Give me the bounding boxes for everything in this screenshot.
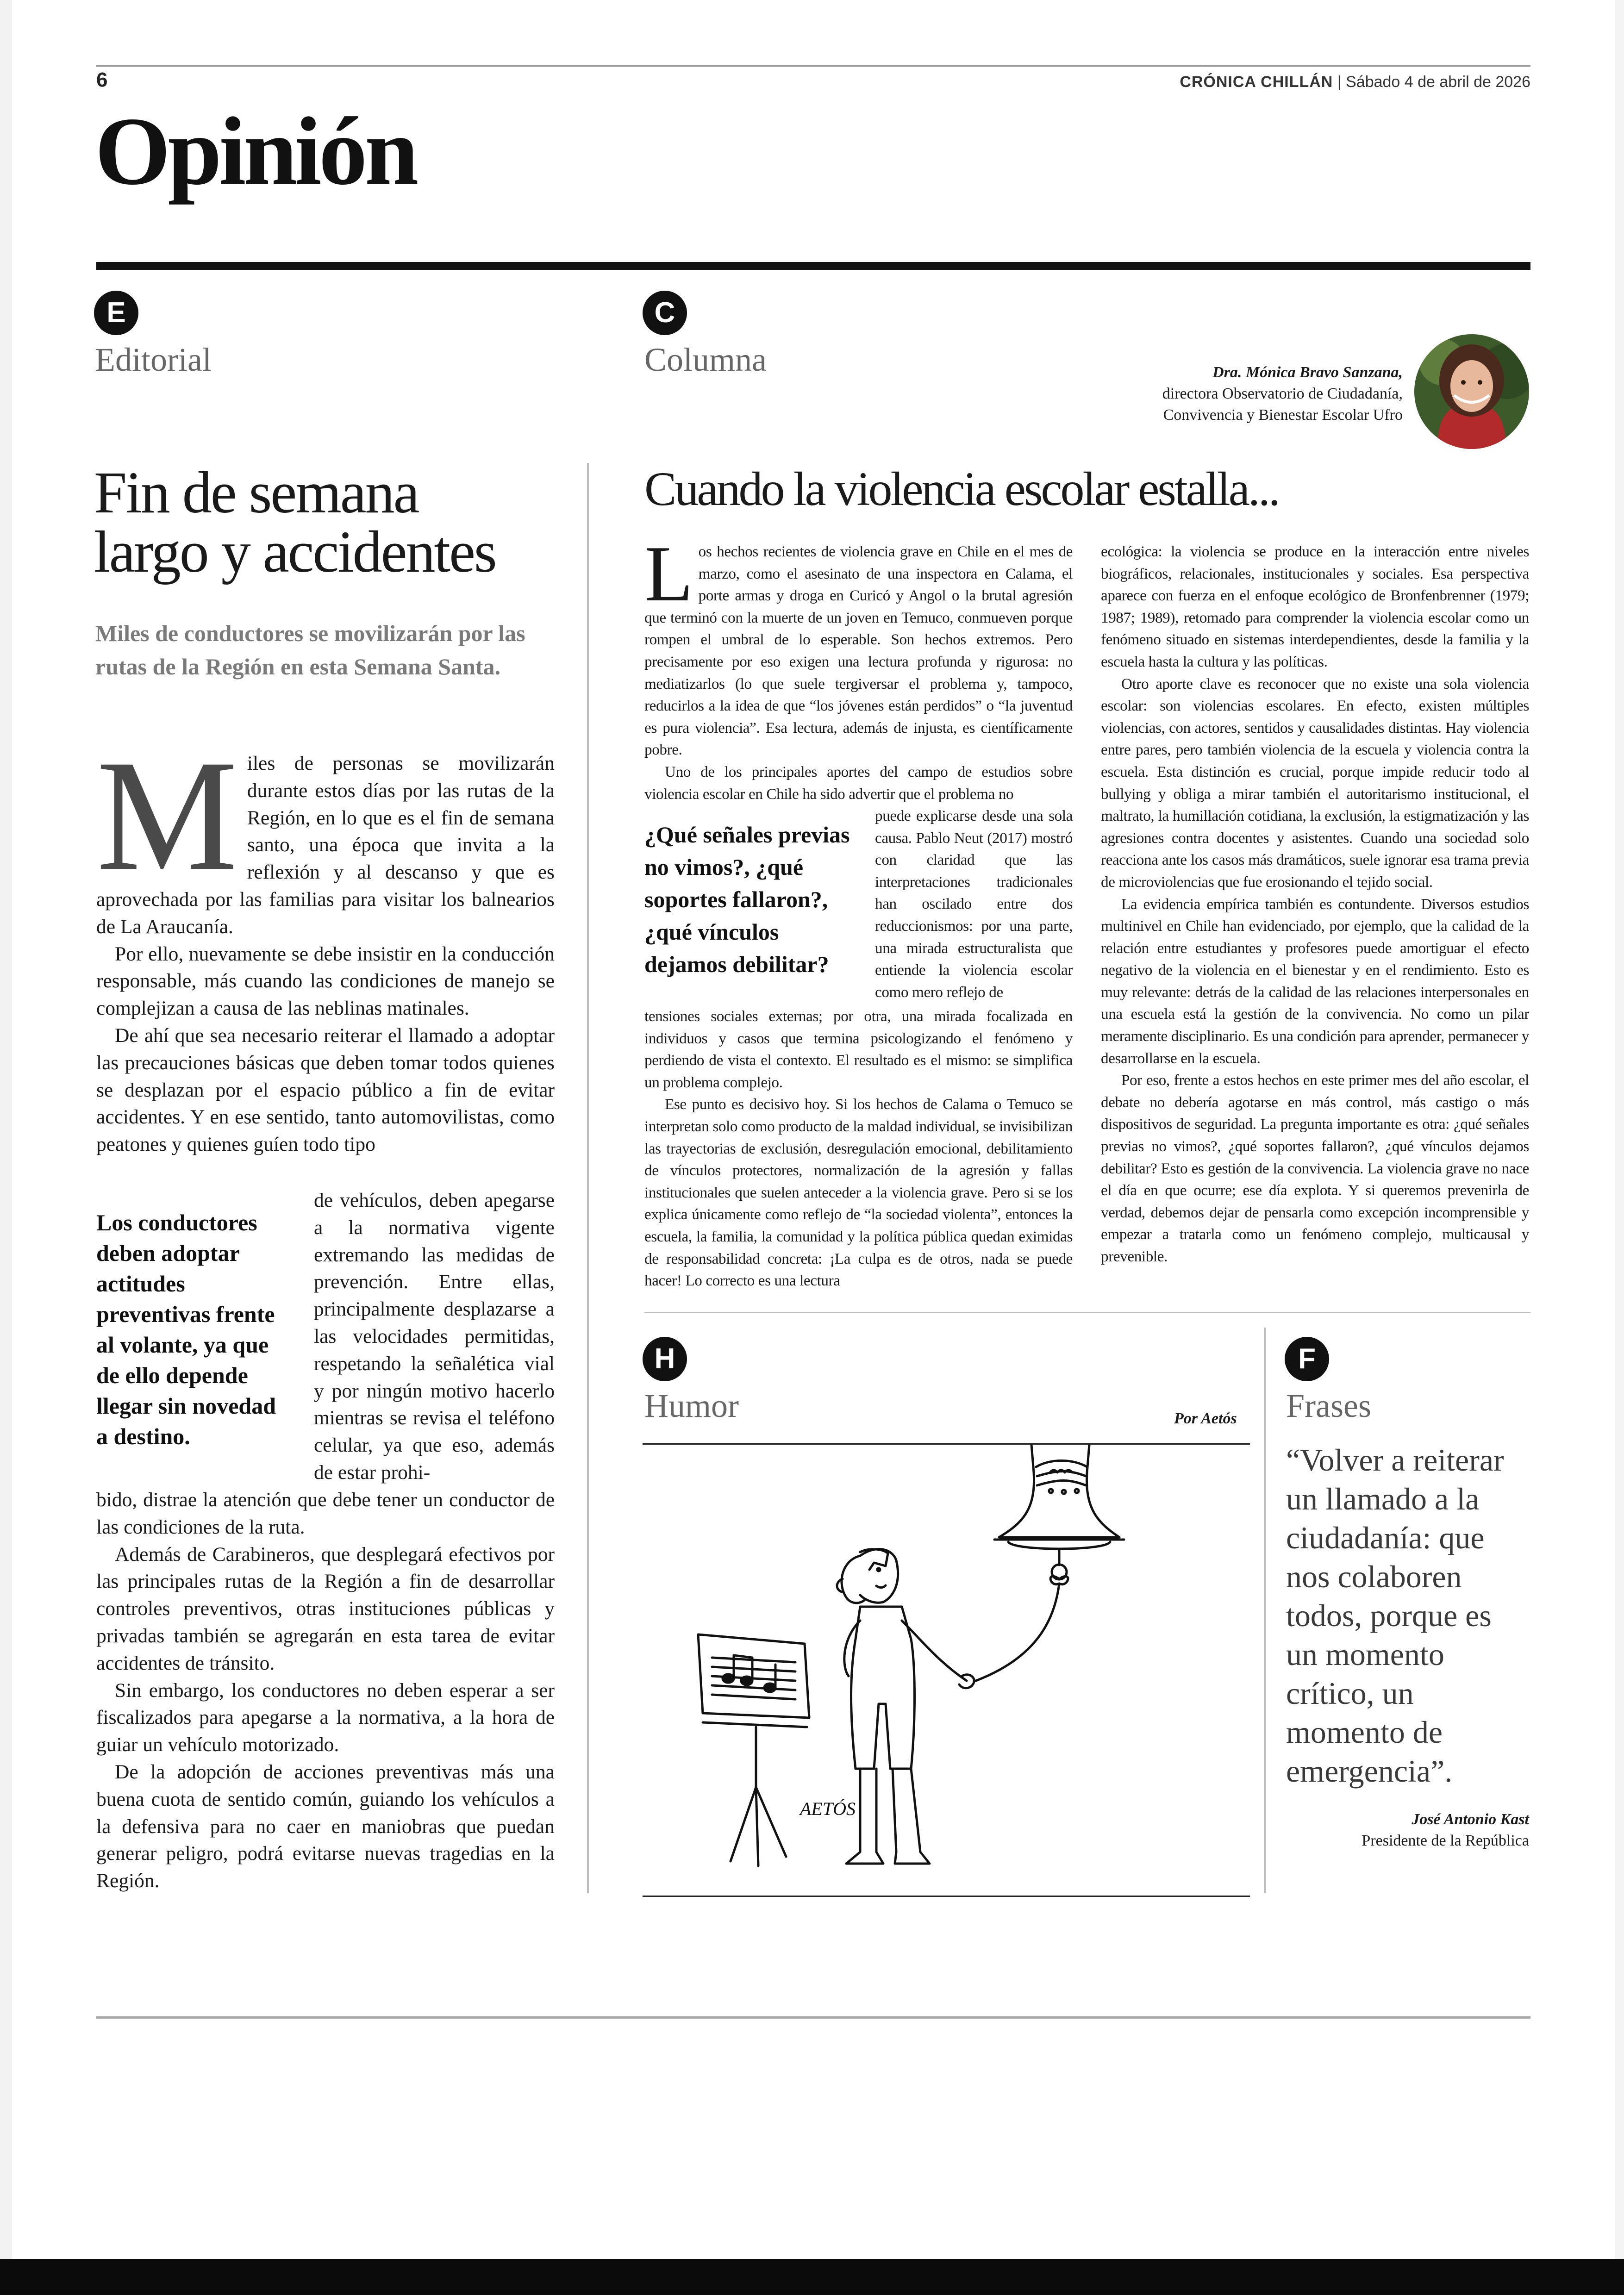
column-paragraph-6: La evidencia empírica también es contundente. Diversos estudios multinivel en Chile han evidenciado, por ejemplo, que la calidad de la relación entre estudiantes y profesores puede amortiguar el efecto negativo de la violencia en el bienestar y en el rendimiento. Esto es muy relevante: detrás de la calidad de las relaciones interpersonales en una escuela está la gestión de la convivencia. No como un pilar meramente disciplinario. Es una condición para aprender, permanecer y desarrollarse en la escuela.: [1101, 895, 1529, 1067]
top-rule: [96, 65, 1530, 67]
viewer-bottom-bar: [0, 2259, 1624, 2295]
column-col1-top: [644, 530, 1073, 805]
column-paragraph-1: [644, 530, 1073, 761]
column-dropcap: L: [644, 530, 693, 618]
page-bottom-rule: [96, 2016, 1530, 2019]
column-col2: [1101, 541, 1529, 1268]
column-bottom-rule: [644, 1312, 1530, 1313]
editorial-dropcap: M: [96, 727, 238, 904]
frases-badge: F: [1285, 1337, 1329, 1381]
editorial-paragraph-3a: De ahí que sea necesario reiterar el llamado a adoptar las precauciones básicas que deben tomar todos quienes se desplazan por el espacio público a fin de evitar accidentes. Y en ese sentido, tanto automovilistas, como peatones y quienes guíen todo tipo: [96, 1024, 555, 1156]
humor-badge: H: [643, 1337, 687, 1381]
column-badge: C: [643, 291, 687, 335]
page-number: 6: [96, 69, 108, 91]
column-author-role-1: directora Observatorio de Ciudadanía,: [1162, 385, 1403, 402]
column-p1-text: os hechos recientes de violencia grave en Chile en el mes de marzo, como el asesinato de una inspectora en Calama, el porte armas y droga en Curicó y Angol o la brutal agresión que terminó con la muerte de un joven en Temuco, conmueven porque rompen el umbral de lo esperable. Son hechos extremos. Pero precisamente por eso exigen una lectura profunda y rigurosa: no mediatizarlos (lo que suele tergiversar el problema y, tampoco, reducirlos a la idea de que “los jóvenes están perdidos” o “la juventud es pura violencia”. Esa lectura, además de injusta, es científicamente pobre.: [644, 543, 1073, 759]
section-bar: [96, 262, 1530, 270]
cartoon-illustration-icon: [643, 1445, 1250, 1894]
column-author-name: Dra. Mónica Bravo Sanzana,: [1212, 364, 1403, 381]
author-portrait-icon: [1414, 334, 1529, 449]
editorial-body-narrow: [314, 1187, 555, 1486]
frases-author: José Antonio Kast: [1412, 1811, 1529, 1828]
column-paragraph-7: Por eso, frente a estos hechos en este primer mes del año escolar, el debate no debería agotarse en más control, más castigo o más dispositivos de seguridad. La pregunta importante es otra: ¿qué señales previas no vimos?, ¿qué soportes fallaron?, ¿qué vínculos dejamos debilitar? Esto es gestión de la convivencia. La violencia grave no nace el día en que ocurre; ese día explota. Y si queremos prevenirla de verdad, debemos dejar de pensarla como excepción incomprensible y empezar a tratarla como un fenómeno complejo, multicausal y prevenible.: [1101, 1072, 1529, 1265]
masthead-paper: CRÓNICA CHILLÁN: [1180, 73, 1333, 91]
frases-attribution: [1286, 1809, 1529, 1852]
masthead-date: Sábado 4 de abril de 2026: [1346, 73, 1530, 91]
editorial-paragraph-5: Sin embargo, los conductores no deben esperar a ser fiscalizados para apegarse a la normativa, a la hora de guiar un vehículo motorizado.: [96, 1679, 555, 1756]
editorial-p1-text: iles de personas se movilizarán durante estos días por las rutas de la Región, en lo que es el fin de semana santo, una época que invita a la reflexión y al descanso y que es aprovechada por las familias para visitar los balnearios de La Araucanía.: [96, 752, 555, 938]
column-kicker: Columna: [644, 341, 767, 378]
editorial-badge: E: [94, 291, 138, 335]
humor-credit: Por Aetós: [1174, 1410, 1237, 1427]
humor-cartoon: [643, 1443, 1250, 1897]
author-avatar: [1414, 334, 1529, 449]
humor-kicker: Humor: [644, 1387, 739, 1424]
column-separator-2: [1264, 1328, 1266, 1893]
editorial-paragraph-4: Además de Carabineros, que desplegará efectivos por las principales rutas de la Región a fin de desarrollar controles preventivos, otras instituciones públicas y privadas también se agregarán en esta tarea de evitar accidentes de tránsito.: [96, 1543, 555, 1674]
column-paragraph-2a: Uno de los principales aportes del campo de estudios sobre violencia escolar en Chile ha sido advertir que el problema no: [644, 763, 1073, 803]
column-paragraph-4: ecológica: la violencia se produce en la interacción entre niveles biográficos, relacionales, institucionales y sociales. Esa perspectiva aparece con fuerza en el enfoque ecológico de Bronfenbrenner (1979; 1987; 1989), retomado para comprender la violencia escolar como un fenómeno situado en sistemas interdependientes, desde la familia y la escuela hasta la cultura y las políticas.: [1101, 543, 1529, 670]
column-pullquote: ¿Qué señales previas no vimos?, ¿qué soportes fallaron?, ¿qué vínculos dejamos debilitar?: [644, 822, 850, 977]
frases-kicker: Frases: [1286, 1387, 1371, 1424]
editorial-body-bottom: [96, 1486, 555, 1895]
column-col1-narrow: [875, 805, 1073, 1003]
editorial-headline-line1: Fin de semana: [94, 460, 418, 525]
masthead-separator: |: [1337, 73, 1342, 91]
editorial-kicker: Editorial: [95, 341, 212, 378]
editorial-pullquote: Los conductores deben adoptar actitudes preventivas frente al volante, ya que de ello depende llegar sin novedad a destino.: [96, 1210, 276, 1449]
frases-role: Presidente de la República: [1362, 1832, 1529, 1849]
column-paragraph-2c: tensiones sociales externas; por otra, una mirada focalizada en individuos y casos que termina psicologizando el fenómeno y perdiendo de vista el contexto. El resultado es el mismo: se simplifica un problema complejo.: [644, 1008, 1073, 1091]
masthead: [1180, 73, 1530, 91]
editorial-paragraph-2: Por ello, nuevamente se debe insistir en la conducción responsable, más cuando las condiciones de manejo se complejizan a causa de las neblinas matinales.: [96, 942, 555, 1020]
scan-edge-left: [0, 0, 12, 2295]
editorial-deck: Miles de conductores se movilizarán por las rutas de la Región en esta Semana Santa.: [95, 620, 525, 680]
scan-edge-right: [1615, 0, 1624, 2295]
column-col1-bottom: [644, 1005, 1073, 1292]
editorial-paragraph-3b: de vehículos, deben apegarse a la normativa vigente extremando las medidas de prevención. Entre ellas, principalmente desplazarse a las velocidades permitidas, respetando la señalética vial y por ningún motivo hacerlo mientras se revisa el teléfono celular, ya que eso, además de estar prohi-: [314, 1189, 555, 1484]
frases-quote: “Volver a reiterar un llamado a la ciudadanía: que nos colaboren todos, porque es un momento crítico, un momento de emergencia”.: [1286, 1442, 1504, 1789]
editorial-headline: [94, 460, 557, 585]
column-headline: Cuando la violencia escolar estalla...: [644, 462, 1279, 516]
column-paragraph-2b: puede explicarse desde una sola causa. Pablo Neut (2017) mostró con claridad que las interpretaciones tradicionales han oscilado entre dos reduccionismos: por una parte, una mirada estructuralista que entiende la violencia escolar como mero reflejo de: [875, 807, 1073, 1001]
column-paragraph-5: Otro aporte clave es reconocer que no existe una sola violencia escolar: son violencias escolares. En efecto, existen múltiples violencias, con actores, sentidos y causalidades distintas. Hay violencia entre pares, pero también violencia de la escuela y violencia contra la escuela. Esta distinción es crucial, porque impide reducir todo al bullying y obliga a mirar también el autoritarismo institucional, el maltrato, la humillación cotidiana, la exclusión, la estigmatización y las agresiones contra docentes y asistentes. Cuando una sociedad solo reacciona ante los casos más dramáticos, suele ignorar esa trama previa de microviolencias que fue erosionando el tejido social.: [1101, 675, 1529, 891]
editorial-paragraph-3c: bido, distrae la atención que debe tener un conductor de las condiciones de la ruta.: [96, 1489, 555, 1538]
column-paragraph-3: Ese punto es decisivo hoy. Si los hechos de Calama o Temuco se interpretan solo como producto de la maldad individual, se invisibilizan las trayectorias de exclusión, desregulación emocional, debilitamiento de vínculos protectores, normalización de la agresión y fallas institucionales que suelen anteceder a la violencia grave. Pero si se los explica únicamente como reflejo de “la sociedad violenta”, entonces la escuela, la familia, la comunidad y la política pública quedan eximidas de responsabilidad concreta: ¡La culpa es de otros, nada se puede hacer! Lo correcto es una lectura: [644, 1096, 1073, 1290]
column-byline: [1074, 362, 1403, 426]
cartoon-signature: AETÓS: [800, 1798, 856, 1819]
column-author-role-2: Convivencia y Bienestar Escolar Ufro: [1163, 406, 1403, 424]
editorial-body-top: [96, 727, 555, 1158]
editorial-paragraph-6: De la adopción de acciones preventivas más una buena cuota de sentido común, guiando los vehículos a la defensiva para no caer en maniobras que puedan generar peligro, podrá evitarse nuevas tragedias en la Región.: [96, 1760, 555, 1892]
editorial-paragraph-1: [96, 727, 555, 941]
column-separator-1: [587, 463, 589, 1893]
editorial-headline-line2: largo y accidentes: [94, 519, 496, 585]
section-title: Opinión: [95, 98, 416, 205]
